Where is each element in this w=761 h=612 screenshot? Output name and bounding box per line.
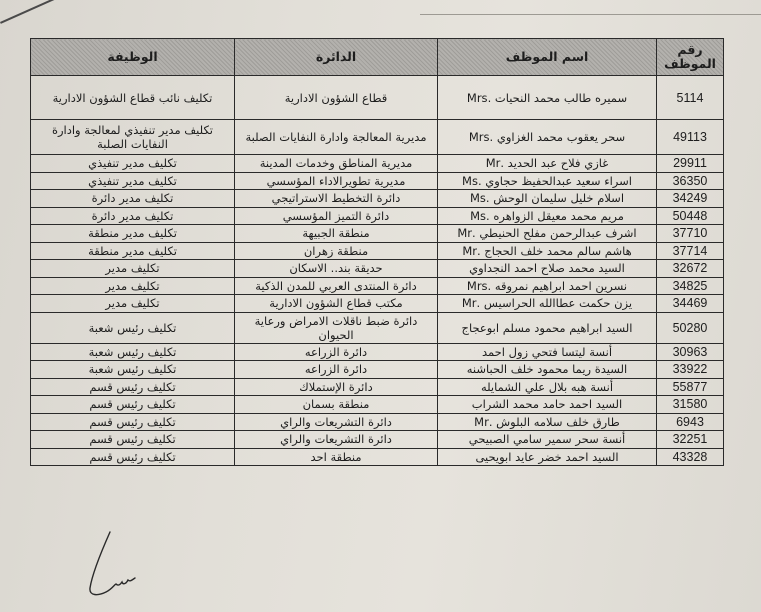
handwritten-signature — [80, 530, 160, 600]
cell-employee-id: 32672 — [657, 260, 724, 278]
cell-employee-name: غازي فلاح عبد الحديد .Mr — [438, 155, 657, 173]
cell-employee-id: 36350 — [657, 172, 724, 190]
cell-employee-id: 30963 — [657, 343, 724, 361]
table-row — [31, 277, 724, 295]
table-row — [31, 172, 724, 190]
cell-position: تكليف رئيس قسم — [31, 378, 235, 396]
cell-department: مكتب قطاع الشؤون الادارية — [235, 295, 438, 313]
cell-department: دائرة التخطيط الاستراتيجي — [235, 190, 438, 208]
cell-employee-id: 32251 — [657, 431, 724, 449]
employee-assignments-table — [30, 38, 724, 466]
table-row — [31, 190, 724, 208]
table-row — [31, 413, 724, 431]
cell-employee-id: 50448 — [657, 207, 724, 225]
table-row — [31, 76, 724, 120]
cell-employee-name: يزن حكمت عطاالله الحراسيس .Mr — [438, 295, 657, 313]
cell-position: تكليف مدير منطقة — [31, 225, 235, 243]
cell-employee-name: اسلام خليل سليمان الوحش .Ms — [438, 190, 657, 208]
table-row — [31, 260, 724, 278]
cell-employee-name: السيدة ريما محمود خلف الحباشنه — [438, 361, 657, 379]
cell-employee-id: 34825 — [657, 277, 724, 295]
cell-position: تكليف رئيس قسم — [31, 448, 235, 466]
table-row — [31, 343, 724, 361]
cell-employee-name: أنسة سحر سمير سامي الصبيحي — [438, 431, 657, 449]
cell-employee-name: هاشم سالم محمد خلف الحجاج .Mr — [438, 242, 657, 260]
cell-position: تكليف رئيس قسم — [31, 413, 235, 431]
cell-employee-name: أنسة ليتسا فتحي زول احمد — [438, 343, 657, 361]
cell-employee-id: 34249 — [657, 190, 724, 208]
paper-fold-line — [0, 0, 56, 24]
cell-employee-name: اسراء سعيد عبدالحفيظ حجاوي .Ms — [438, 172, 657, 190]
cell-employee-name: السيد محمد صلاح احمد النجداوي — [438, 260, 657, 278]
cell-department: دائرة التميز المؤسسي — [235, 207, 438, 225]
table-row — [31, 225, 724, 243]
cell-employee-name: السيد احمد حامد محمد الشراب — [438, 396, 657, 414]
cell-employee-name: أنسة هبه بلال علي الشمايله — [438, 378, 657, 396]
table-row — [31, 378, 724, 396]
cell-employee-id: 31580 — [657, 396, 724, 414]
cell-department: دائرة الزراعه — [235, 343, 438, 361]
cell-employee-name: السيد ابراهيم محمود مسلم ابوعجاج — [438, 312, 657, 343]
cell-employee-id: 37714 — [657, 242, 724, 260]
header-employee-id: رقم الموظف — [657, 39, 724, 76]
cell-employee-id: 33922 — [657, 361, 724, 379]
cell-position: تكليف رئيس شعبة — [31, 361, 235, 379]
cell-position: تكليف مدير منطقة — [31, 242, 235, 260]
cell-employee-id: 43328 — [657, 448, 724, 466]
cell-department: منطقة احد — [235, 448, 438, 466]
table-row — [31, 155, 724, 173]
cell-position: تكليف مدير دائرة — [31, 207, 235, 225]
employee-table-container — [30, 38, 723, 466]
cell-employee-id: 55877 — [657, 378, 724, 396]
table-row — [31, 312, 724, 343]
cell-employee-id: 50280 — [657, 312, 724, 343]
table-row — [31, 396, 724, 414]
cell-position: تكليف مدير دائرة — [31, 190, 235, 208]
cell-position: تكليف رئيس شعبة — [31, 312, 235, 343]
header-department: الدائرة — [235, 39, 438, 76]
cell-department: دائرة التشريعات والراي — [235, 413, 438, 431]
paper-crease — [420, 14, 761, 15]
cell-position: تكليف مدير تنفيذي لمعالجة وادارة النفايات الصلبة — [31, 120, 235, 155]
cell-department: دائرة المنتدى العربي للمدن الذكية — [235, 277, 438, 295]
cell-employee-name: طارق خلف سلامه البلوش .Mr — [438, 413, 657, 431]
cell-position: تكليف رئيس شعبة — [31, 343, 235, 361]
cell-department: دائرة ضبط ناقلات الامراض ورعاية الحيوان — [235, 312, 438, 343]
table-header-row — [31, 39, 724, 76]
cell-position: تكليف رئيس قسم — [31, 431, 235, 449]
cell-employee-name: نسرين احمد ابراهيم نمروقه .Mrs — [438, 277, 657, 295]
cell-employee-name: سميره طالب محمد النحيات .Mrs — [438, 76, 657, 120]
cell-department: قطاع الشؤون الادارية — [235, 76, 438, 120]
cell-employee-id: 34469 — [657, 295, 724, 313]
table-row — [31, 242, 724, 260]
table-row — [31, 295, 724, 313]
cell-employee-name: سحر يعقوب محمد الغزاوي .Mrs — [438, 120, 657, 155]
cell-employee-name: اشرف عبدالرحمن مفلح الحنيطي .Mr — [438, 225, 657, 243]
table-row — [31, 207, 724, 225]
cell-department: مديرية المعالجة وادارة النفايات الصلبة — [235, 120, 438, 155]
cell-employee-id: 37710 — [657, 225, 724, 243]
table-row — [31, 431, 724, 449]
header-employee-name: اسم الموظف — [438, 39, 657, 76]
cell-position: تكليف مدير تنفيذي — [31, 155, 235, 173]
cell-department: منطقة زهران — [235, 242, 438, 260]
cell-position: تكليف مدير تنفيذي — [31, 172, 235, 190]
cell-department: مديرية تطويرالاداء المؤسسي — [235, 172, 438, 190]
cell-position: تكليف مدير — [31, 260, 235, 278]
cell-employee-id: 49113 — [657, 120, 724, 155]
table-row — [31, 361, 724, 379]
cell-department: منطقة بسمان — [235, 396, 438, 414]
table-row — [31, 120, 724, 155]
cell-department: دائرة التشريعات والراي — [235, 431, 438, 449]
cell-department: دائرة الزراعه — [235, 361, 438, 379]
cell-department: مديرية المناطق وخدمات المدينة — [235, 155, 438, 173]
cell-position: تكليف مدير — [31, 277, 235, 295]
cell-employee-id: 6943 — [657, 413, 724, 431]
cell-position: تكليف رئيس قسم — [31, 396, 235, 414]
cell-department: منطقة الجبيهة — [235, 225, 438, 243]
cell-position: تكليف مدير — [31, 295, 235, 313]
cell-employee-id: 5114 — [657, 76, 724, 120]
cell-department: دائرة الإستملاك — [235, 378, 438, 396]
table-row — [31, 448, 724, 466]
header-position: الوظيفة — [31, 39, 235, 76]
cell-position: تكليف نائب قطاع الشؤون الادارية — [31, 76, 235, 120]
cell-employee-name: مريم محمد معيقل الزواهره .Ms — [438, 207, 657, 225]
cell-employee-name: السيد احمد خضر عايد ابويحيى — [438, 448, 657, 466]
cell-employee-id: 29911 — [657, 155, 724, 173]
cell-department: حديقة بند.. الاسكان — [235, 260, 438, 278]
